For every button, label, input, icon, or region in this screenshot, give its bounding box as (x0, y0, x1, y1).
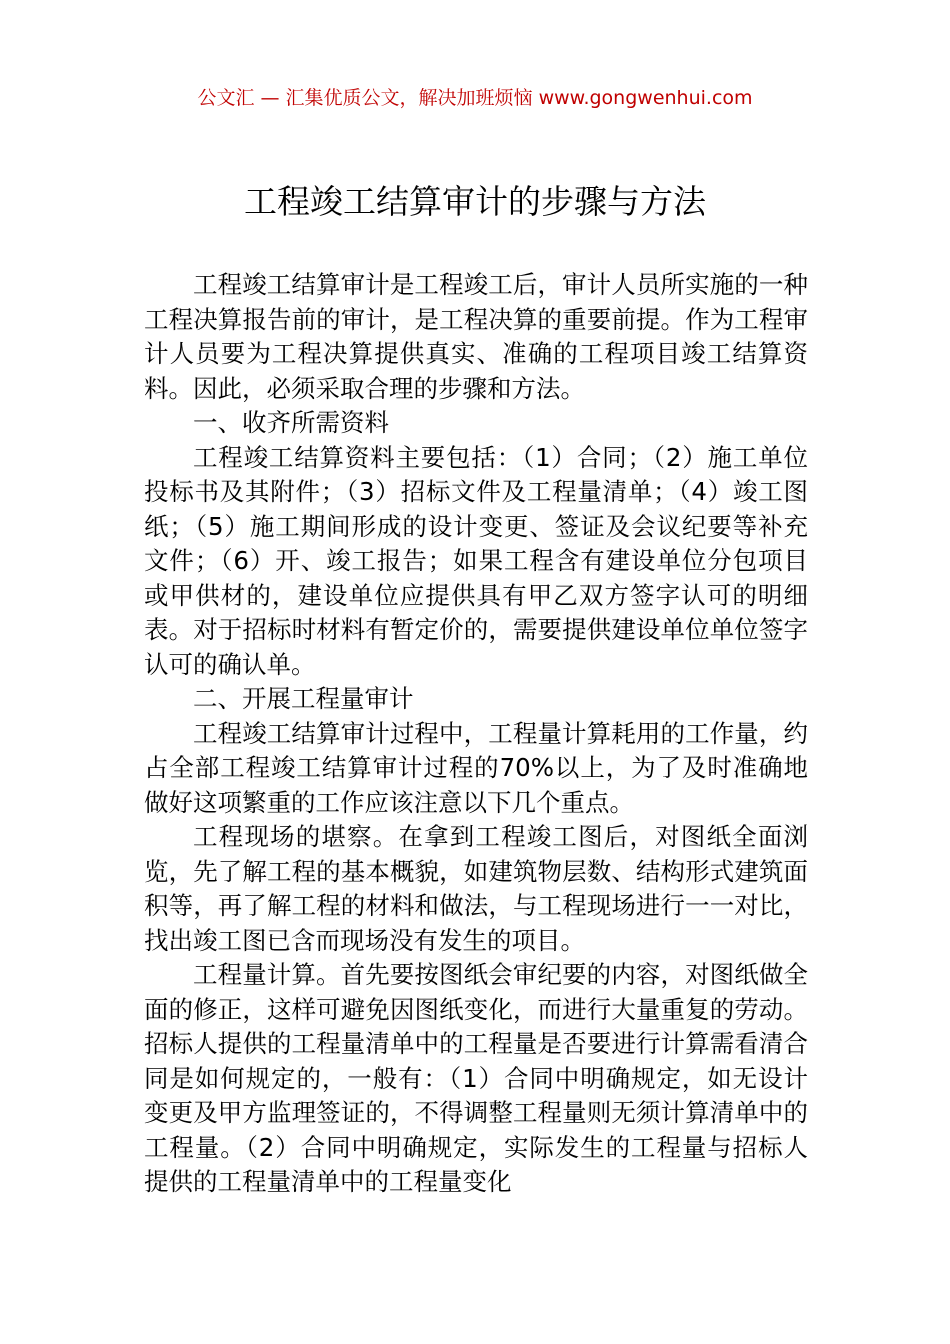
paragraph-quantity-calculation: 工程量计算。首先要按图纸会审纪要的内容，对图纸做全面的修正，这样可避免因图纸变化，而进行大量重复的劳动。招标人提供的工程量清单中的工程量是否要进行计算需看清合同是如何规定的，一般有：（1）合同中明确规定，如无设计变更及甲方监理签证的，不得调整工程量则无须计算清单中的工程量。（2）合同中明确规定，实际发生的工程量与招标人提供的工程量清单中的工程量变化 (144, 960, 808, 1196)
watermark-header: 公文汇 — 汇集优质公文，解决加班烦恼 www.gongwenhui.com (197, 87, 753, 109)
document-title: 工程竣工结算审计的步骤与方法 (244, 182, 706, 221)
paragraph-quantity-audit: 工程竣工结算审计过程中，工程量计算耗用的工作量，约占全部工程竣工结算审计过程的70%以上，为了及时准确地做好这项繁重的工作应该注意以下几个重点。 (144, 718, 808, 817)
paragraph-site-survey: 工程现场的堪察。在拿到工程竣工图后，对图纸全面浏览，先了解工程的基本概貌，如建筑物层数、结构形式建筑面积等，再了解工程的材料和做法，与工程现场进行一一对比，找出竣工图已含而现场没有发生的项目。 (144, 822, 808, 955)
paragraph-materials: 工程竣工结算资料主要包括：（1）合同；（2）施工单位投标书及其附件；（3）招标文件及工程量清单；（4）竣工图纸；（5）施工期间形成的设计变更、签证及会议纪要等补充文件；（6）开、竣工报告；如果工程含有建设单位分包项目或甲供材的，建设单位应提供具有甲乙双方签字认可的明细表。对于招标时材料有暂定价的，需要提供建设单位单位签字认可的确认单。 (144, 442, 808, 679)
paragraph-intro: 工程竣工结算审计是工程竣工后，审计人员所实施的一种工程决算报告前的审计，是工程决算的重要前提。作为工程审计人员要为工程决算提供真实、准确的工程项目竣工结算资料。因此，必须采取合理的步骤和方法。 (144, 270, 808, 403)
document-body (144, 268, 808, 1200)
section-heading-2: 二、开展工程量审计 (193, 684, 414, 713)
section-heading-1: 一、收齐所需资料 (193, 408, 389, 437)
